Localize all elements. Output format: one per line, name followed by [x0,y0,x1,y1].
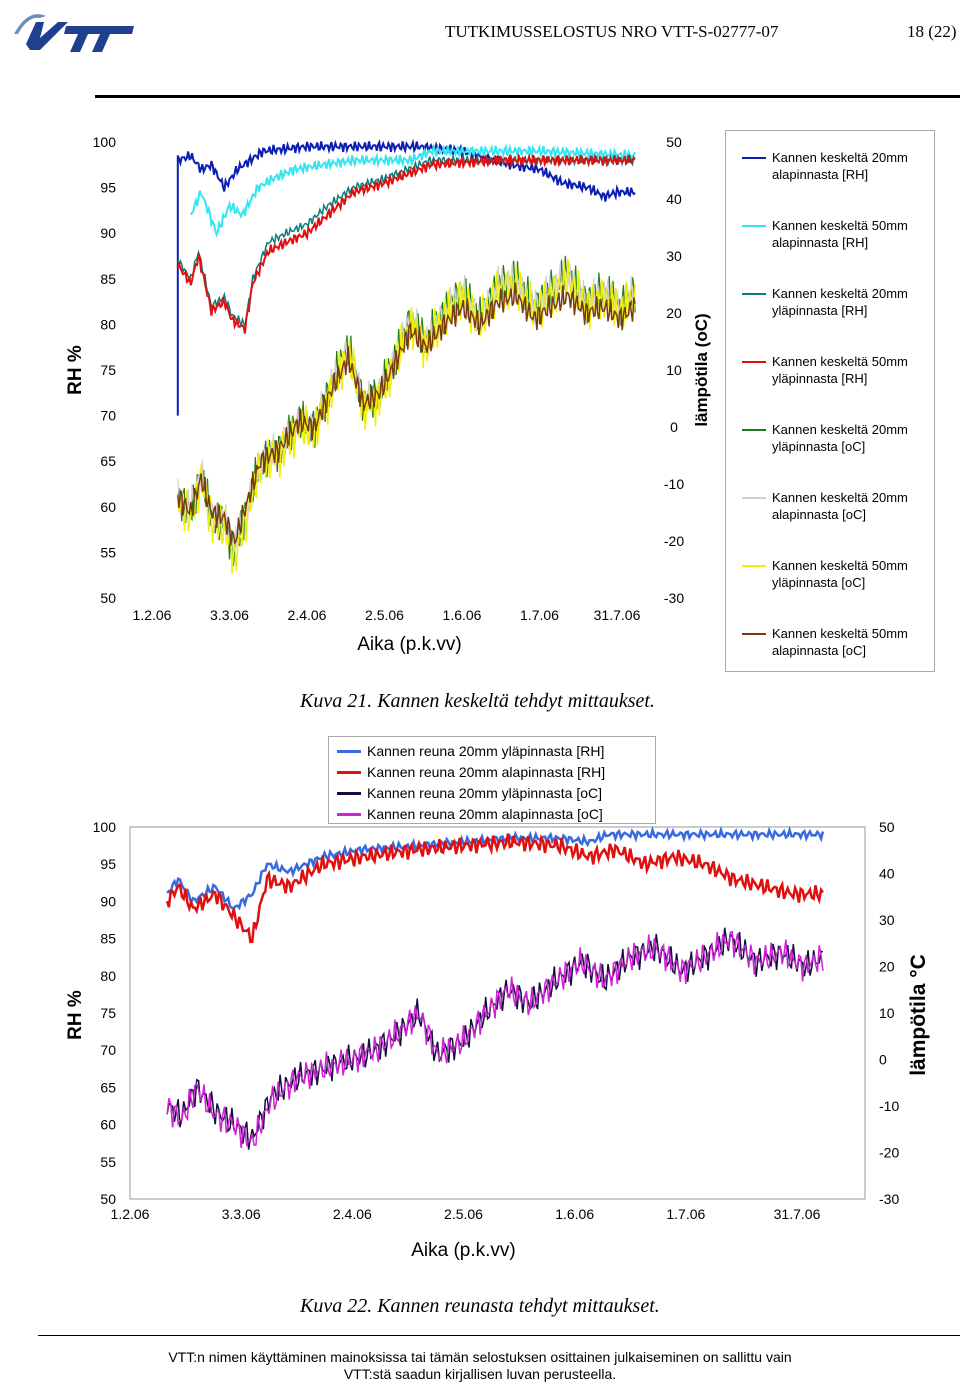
legend-entry [742,285,932,319]
legend-entry [337,762,647,782]
x-tick-label: 3.3.06 [221,1206,261,1222]
y-tick-label: 55 [100,1153,116,1170]
y-tick-label: 55 [100,544,116,561]
legend-entry [742,625,932,659]
y-tick-label: 85 [100,930,116,947]
x-tick-label: 2.5.06 [444,1206,483,1222]
y2-axis-title: lämpötila °C [907,954,930,1076]
legend-swatch [742,361,766,363]
legend-label: Kannen reuna 20mm yläpinnasta [RH] [367,743,605,759]
legend-label: Kannen keskeltä 50mm yläpinnasta [oC] [772,558,908,590]
y2-tick-label: 40 [879,865,895,882]
series-line [167,928,823,1150]
legend-label: Kannen keskeltä 20mm yläpinnasta [RH] [772,286,908,318]
legend-swatch [337,792,361,795]
x-tick-label: 2.4.06 [332,1206,372,1222]
legend-label: Kannen reuna 20mm alapinnasta [oC] [367,806,603,822]
y-tick-label: 80 [100,967,116,984]
y2-tick-label: 30 [666,248,682,264]
y2-tick-label: 0 [670,419,678,435]
x-tick-label: 2.5.06 [365,607,404,623]
legend-entry [337,741,647,761]
figure-22-caption: Kuva 22. Kannen reunasta tehdyt mittaukset. [300,1295,660,1317]
y2-tick-label: 50 [666,134,682,150]
y2-tick-label: -30 [663,590,685,606]
y-tick-label: 90 [100,225,116,242]
report-title: TUTKIMUSSELOSTUS NRO VTT-S-02777-07 [445,22,779,41]
legend-label: Kannen keskeltä 50mm yläpinnasta [RH] [772,354,908,386]
y-tick-label: 95 [100,856,116,873]
y-tick-label: 60 [100,1116,116,1133]
y-tick-label: 65 [100,1079,116,1096]
legend-swatch [337,771,361,774]
legend-entry [742,149,932,183]
y-tick-label: 60 [100,498,116,515]
y2-tick-label: -10 [879,1098,900,1114]
legend-swatch [742,293,766,295]
x-tick-label: 1.6.06 [442,607,482,623]
y2-axis-title: lämpötila (oC) [692,313,711,427]
y-axis-title: RH % [65,990,86,1040]
y-tick-label: 70 [100,1042,116,1059]
legend-label: Kannen keskeltä 50mm alapinnasta [RH] [772,218,908,250]
y2-tick-label: 20 [879,958,895,975]
y2-tick-label: -20 [879,1144,900,1161]
legend-label: Kannen reuna 20mm alapinnasta [RH] [367,764,606,780]
legend-swatch [337,750,361,753]
y2-tick-label: -20 [663,533,685,549]
legend-label: Kannen keskeltä 20mm alapinnasta [oC] [772,490,908,522]
header-rule [95,95,960,98]
legend-entry [742,489,932,523]
footer-text [0,1349,960,1383]
x-tick-label: 31.7.06 [773,1206,821,1222]
y2-tick-label: -10 [663,476,685,492]
legend-swatch [742,429,766,431]
y-tick-label: 75 [100,1005,116,1021]
x-tick-label: 1.2.06 [132,607,172,623]
y-axis-title: RH % [65,345,86,395]
x-tick-label: 1.7.06 [666,1206,706,1222]
x-tick-label: 1.2.06 [110,1206,150,1222]
y-tick-label: 65 [100,453,116,470]
x-axis-title: Aika (p.k.vv) [357,634,462,655]
y2-tick-label: 10 [666,362,682,378]
legend-swatch [742,565,766,567]
y2-tick-label: 20 [666,305,682,321]
legend-label: Kannen keskeltä 50mm alapinnasta [oC] [772,626,908,658]
x-tick-label: 3.3.06 [210,607,249,623]
y-tick-label: 75 [100,362,116,378]
y-tick-label: 80 [100,316,116,333]
x-tick-label: 31.7.06 [593,607,641,623]
y2-tick-label: 10 [879,1005,895,1021]
y-tick-label: 95 [100,179,116,196]
y2-tick-label: 40 [666,191,682,207]
figure-21-caption: Kuva 21. Kannen keskeltä tehdyt mittaukset. [300,690,655,712]
legend-label: Kannen reuna 20mm yläpinnasta [oC] [367,785,603,801]
x-tick-label: 1.6.06 [555,1206,595,1222]
y-tick-label: 85 [100,270,116,287]
y2-tick-label: 0 [879,1051,887,1068]
legend-entry [742,353,932,387]
y2-tick-label: 50 [879,819,895,835]
footer-rule [38,1335,960,1336]
footer-line-2: VTT:stä saadun kirjallisen luvan perusteella. [343,1366,617,1382]
y-tick-label: 50 [100,1191,116,1207]
y-tick-label: 100 [92,819,116,835]
footer-line-1: VTT:n nimen käyttäminen mainoksissa tai tämän selostuksen osittainen julkaiseminen on sallittu vain [168,1349,792,1365]
legend-label: Kannen keskeltä 20mm alapinnasta [RH] [772,150,908,182]
page-number: 18 (22) [907,22,957,41]
legend-swatch [742,497,766,499]
series-line [167,834,823,942]
x-axis-title: Aika (p.k.vv) [411,1240,516,1261]
chart-22-legend [328,736,656,824]
vtt-logo [10,4,140,56]
chart-21-legend [725,130,935,672]
legend-swatch [742,225,766,227]
x-tick-label: 1.7.06 [520,607,559,623]
series-line [178,259,635,574]
series-line [167,932,823,1148]
y-tick-label: 90 [100,893,116,910]
x-tick-label: 2.4.06 [287,607,327,623]
y-tick-label: 50 [100,590,116,606]
legend-entry [337,783,647,803]
y2-tick-label: 30 [879,912,895,928]
legend-entry [337,804,647,824]
y2-tick-label: -30 [879,1191,900,1207]
legend-swatch [742,157,766,159]
legend-swatch [337,813,361,816]
legend-swatch [742,633,766,635]
legend-label: Kannen keskeltä 20mm yläpinnasta [oC] [772,422,908,454]
y-tick-label: 70 [100,407,116,424]
legend-entry [742,421,932,455]
legend-entry [742,557,932,591]
legend-entry [742,217,932,251]
y-tick-label: 100 [92,134,116,150]
